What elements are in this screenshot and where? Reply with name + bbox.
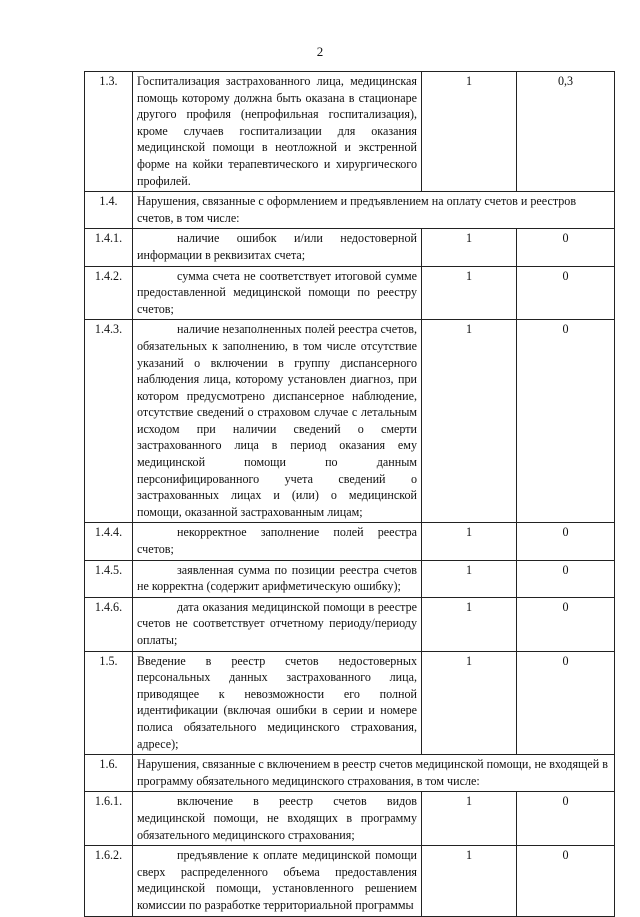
row-number: 1.4.4. (85, 523, 133, 560)
row-description: Введение в реестр счетов недостоверных персональных данных застрахованного лица, приводящее к невозможности его полной идентификации (включая ошибки в серии и номере полиса обязательного медицинского страхования, адресе); (133, 651, 422, 755)
row-description: наличие незаполненных полей реестра счетов, обязательных к заполнению, в том числе отсутствие указаний о включении в группу диспансерного наблюдения лица, которому установлен диагноз, при котором предусмотрено диспансерное наблюдение, отсутствие сведений о страховом случае с летальным исходом при наличии сведений о смерти застрахованного лица в период оказания ему медицинской помощи по данным персонифицированного учета сведений о застрахованных лицах и (или) о медицинской помощи, оказанной застрахованным лицам; (137, 322, 417, 519)
row-description: наличие ошибок и/или недостоверной информации в реквизитах счета; (137, 231, 417, 262)
section-heading: Нарушения, связанные с оформлением и предъявлением на оплату счетов и реестров счетов, в том числе: (133, 192, 615, 229)
violations-table (84, 71, 615, 917)
table-row (85, 192, 615, 229)
row-value-2: 0 (517, 651, 615, 755)
row-number: 1.5. (85, 651, 133, 755)
table-row (85, 651, 615, 755)
row-value-1: 1 (422, 651, 517, 755)
row-number: 1.4.5. (85, 560, 133, 597)
row-number: 1.4.1. (85, 229, 133, 266)
table-row (85, 72, 615, 192)
row-number: 1.6.2. (85, 846, 133, 916)
row-value-2: 0 (517, 846, 615, 916)
table-row (85, 229, 615, 266)
row-value-2: 0 (517, 792, 615, 846)
row-number: 1.4. (85, 192, 133, 229)
table-row (85, 266, 615, 320)
table-row (85, 792, 615, 846)
row-description: предъявление к оплате медицинской помощи сверх распределенного объема предоставления медицинской помощи, установленного решением комиссии по разработке территориальной программы (137, 848, 417, 912)
row-value-2: 0 (517, 229, 615, 266)
row-description: дата оказания медицинской помощи в реестре счетов не соответствует отчетному периоду/периоду оплаты; (137, 599, 417, 647)
row-number: 1.4.6. (85, 597, 133, 651)
row-value-1: 1 (422, 266, 517, 320)
row-description: включение в реестр счетов видов медицинской помощи, не входящих в программу обязательного медицинского страхования; (137, 794, 417, 842)
row-value-2: 0 (517, 266, 615, 320)
row-value-1: 1 (422, 72, 517, 192)
row-description: сумма счета не соответствует итоговой сумме предоставленной медицинской помощи по реестру счетов; (137, 268, 417, 316)
row-value-2: 0 (517, 320, 615, 523)
row-value-1: 1 (422, 229, 517, 266)
row-value-2: 0 (517, 560, 615, 597)
table-row (85, 320, 615, 523)
row-value-1: 1 (422, 792, 517, 846)
page-number: 2 (316, 44, 324, 59)
table-row (85, 597, 615, 651)
row-description: Госпитализация застрахованного лица, медицинская помощь которому должна быть оказана в стационаре другого профиля (непрофильная госпитализация), кроме случаев госпитализации для оказания медицинской помощи в неотложной и экстренной форме на койки терапевтического и хирургического профилей. (133, 72, 422, 192)
row-value-2: 0,3 (517, 72, 615, 192)
table-row (85, 755, 615, 792)
row-description: заявленная сумма по позиции реестра счетов не корректна (содержит арифметическую ошибку); (137, 562, 417, 594)
table-row (85, 560, 615, 597)
row-number: 1.6. (85, 755, 133, 792)
row-number: 1.4.3. (85, 320, 133, 523)
table-row (85, 523, 615, 560)
row-number: 1.3. (85, 72, 133, 192)
row-value-1: 1 (422, 846, 517, 916)
section-heading: Нарушения, связанные с включением в реестр счетов медицинской помощи, не входящей в программу обязательного медицинского страхования, в том числе: (133, 755, 615, 792)
row-value-2: 0 (517, 523, 615, 560)
row-value-1: 1 (422, 523, 517, 560)
table-row (85, 846, 615, 916)
row-description: некорректное заполнение полей реестра счетов; (137, 525, 417, 557)
row-value-1: 1 (422, 320, 517, 523)
row-number: 1.6.1. (85, 792, 133, 846)
row-value-2: 0 (517, 597, 615, 651)
row-value-1: 1 (422, 560, 517, 597)
row-number: 1.4.2. (85, 266, 133, 320)
row-value-1: 1 (422, 597, 517, 651)
